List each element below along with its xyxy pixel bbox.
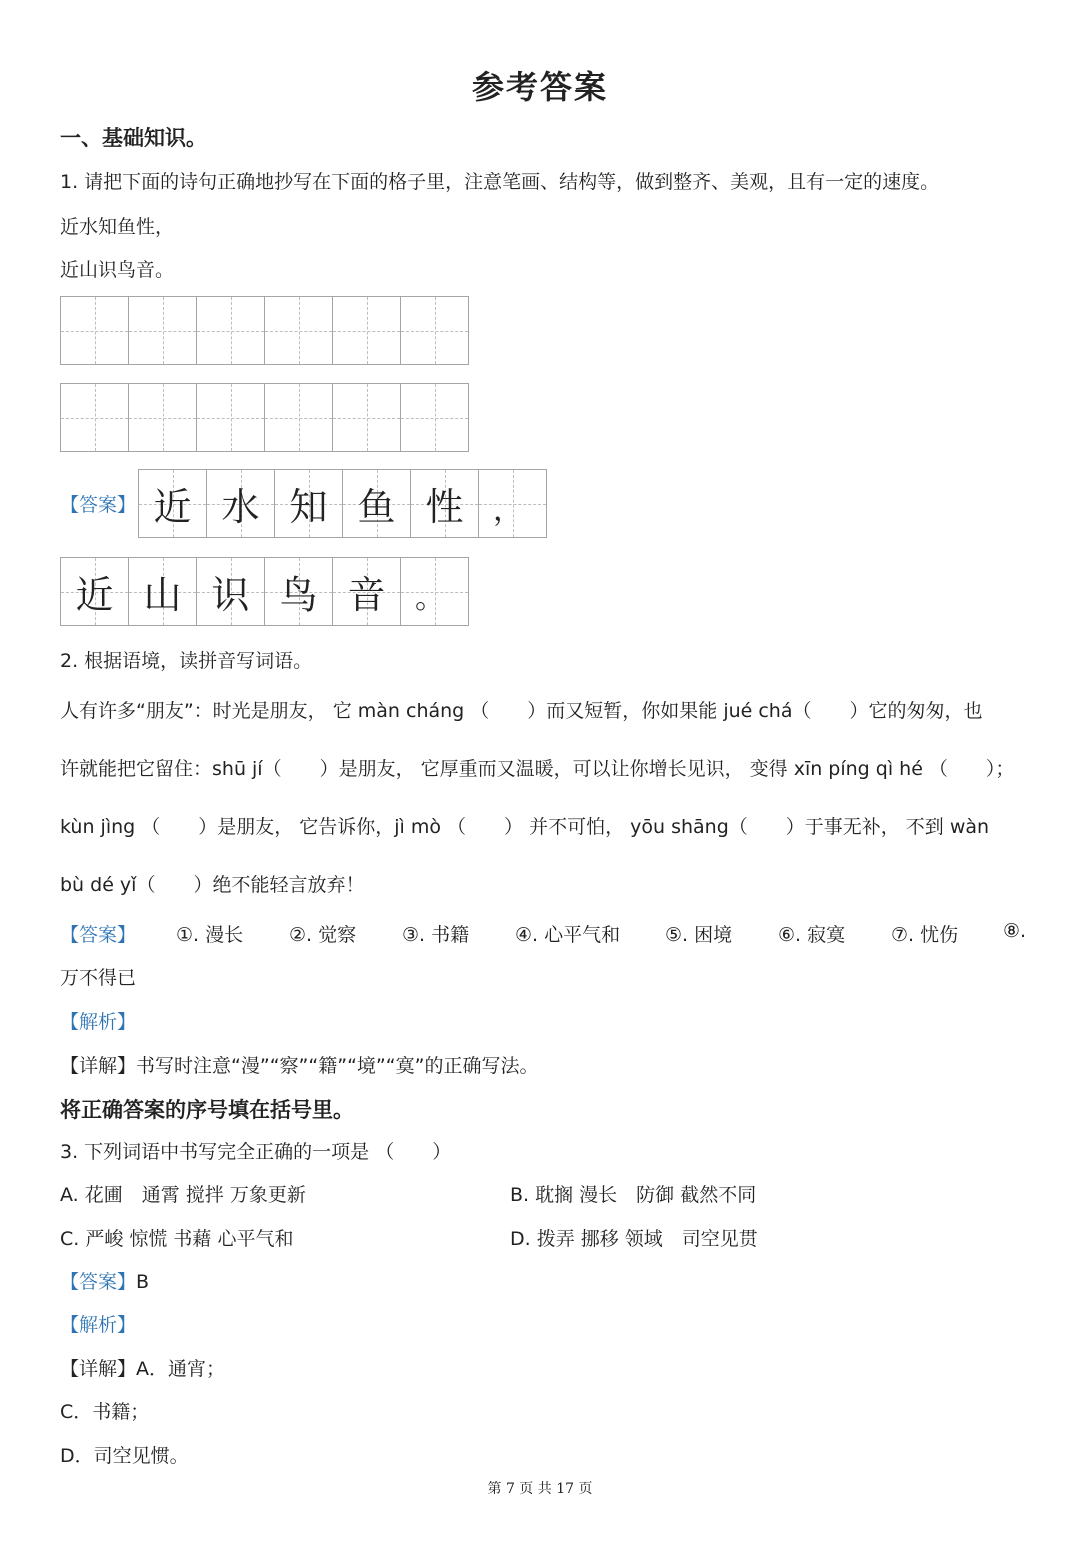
q1-answer-label: 【答案】 xyxy=(60,494,137,516)
answer-cell: 性 xyxy=(411,469,479,538)
answer-cell: 识 xyxy=(197,557,265,626)
grid-cell xyxy=(265,383,333,452)
answer-grid-2 xyxy=(60,557,469,626)
q2-answer-2: ②. 觉察 xyxy=(289,924,357,946)
q3-answer xyxy=(60,1267,149,1294)
grid-cell xyxy=(129,296,197,365)
q3-detail-line2: C．书籍； xyxy=(60,1401,150,1423)
answer-cell: 。 xyxy=(401,557,469,626)
section-heading-basic: 一、基础知识。 xyxy=(60,125,207,150)
q2-detail-label: 【详解】 xyxy=(60,1055,137,1077)
empty-writing-grid-2 xyxy=(60,383,469,452)
section-heading-choice: 将正确答案的序号填在括号里。 xyxy=(60,1097,354,1122)
q2-answer-7: ⑦. 忧伤 xyxy=(891,924,959,946)
answer-cell: 山 xyxy=(129,557,197,626)
grid-cell xyxy=(333,383,401,452)
q2-paragraph-line4: bù dé yǐ（ ）绝不能轻言放弃！ xyxy=(60,874,365,896)
q1-poem-line2: 近山识鸟音。 xyxy=(60,259,175,281)
q3-answer-value: B xyxy=(136,1271,150,1293)
answer-cell: 鸟 xyxy=(265,557,333,626)
q3-answer-label: 【答案】 xyxy=(60,1271,137,1293)
answer-cell: 鱼 xyxy=(343,469,411,538)
grid-cell xyxy=(197,296,265,365)
answer-grid-1 xyxy=(138,469,547,538)
empty-writing-grid-1 xyxy=(60,296,469,365)
answer-cell: 知 xyxy=(275,469,343,538)
q2-answer-8: ⑧. xyxy=(1003,920,1027,942)
grid-cell xyxy=(61,383,129,452)
q2-analysis-label: 【解析】 xyxy=(60,1011,137,1033)
q2-answer-3: ③. 书籍 xyxy=(402,924,470,946)
q2-prompt: 2. 根据语境，读拼音写词语。 xyxy=(60,650,313,672)
q2-answer-5: ⑤. 困境 xyxy=(665,924,733,946)
answer-cell: 水 xyxy=(207,469,275,538)
q3-detail-text: A．通宵； xyxy=(136,1358,226,1380)
q2-answer-8-text: 万不得已 xyxy=(60,967,137,989)
q2-answer-label: 【答案】 xyxy=(60,924,137,946)
grid-cell xyxy=(401,296,469,365)
q2-answer-1: ①. 漫长 xyxy=(176,924,244,946)
q2-paragraph-line3: kùn jìng （ ）是朋友， 它告诉你，jì mò （ ） 并不可怕， yōu shāng（ ）于事无补， 不到 wàn xyxy=(60,816,990,838)
grid-cell xyxy=(333,296,401,365)
q3-option-d: D. 拨弄 挪移 领域 司空见贯 xyxy=(510,1228,758,1250)
q3-detail-label: 【详解】 xyxy=(60,1358,137,1380)
page-title: 参考答案 xyxy=(471,68,608,106)
grid-cell xyxy=(401,383,469,452)
grid-cell xyxy=(197,383,265,452)
q3-option-c: C. 严峻 惊慌 书藉 心平气和 xyxy=(60,1228,294,1250)
q3-option-a: A. 花圃 通霄 搅拌 万象更新 xyxy=(60,1184,306,1206)
q3-prompt: 3. 下列词语中书写完全正确的一项是 （ ） xyxy=(60,1141,452,1163)
q2-answer-6: ⑥. 寂寞 xyxy=(778,924,846,946)
q2-paragraph-line2: 许就能把它留住：shū jí（ ）是朋友， 它厚重而又温暖，可以让你增长见识， 变得 xīn píng qì hé （ ）； xyxy=(60,758,1015,780)
grid-cell xyxy=(61,296,129,365)
q3-analysis-label: 【解析】 xyxy=(60,1314,137,1336)
grid-cell xyxy=(265,296,333,365)
answer-cell: 音 xyxy=(333,557,401,626)
q3-option-b: B. 耽搁 漫长 防御 截然不同 xyxy=(510,1184,757,1206)
q3-detail-line1 xyxy=(60,1354,225,1381)
q1-prompt: 1. 请把下面的诗句正确地抄写在下面的格子里，注意笔画、结构等，做到整齐、美观，且有一定的速度。 xyxy=(60,171,940,193)
grid-cell xyxy=(129,383,197,452)
q1-poem-line1: 近水知鱼性， xyxy=(60,216,175,238)
answer-cell: 近 xyxy=(61,557,129,626)
q2-detail xyxy=(60,1051,538,1078)
q2-detail-text: 书写时注意“漫”“察”“籍”“境”“寞”的正确写法。 xyxy=(136,1055,539,1077)
q2-answer-4: ④. 心平气和 xyxy=(515,924,621,946)
q3-detail-line3: D．司空见惯。 xyxy=(60,1445,189,1467)
page-footer: 第 7 页 共 17 页 xyxy=(487,1481,593,1497)
q2-paragraph-line1: 人有许多“朋友”：时光是朋友， 它 màn cháng （ ）而又短暂，你如果能 jué chá（ ）它的匆匆，也 xyxy=(60,700,983,722)
answer-cell: ， xyxy=(479,469,547,538)
answer-cell: 近 xyxy=(139,469,207,538)
